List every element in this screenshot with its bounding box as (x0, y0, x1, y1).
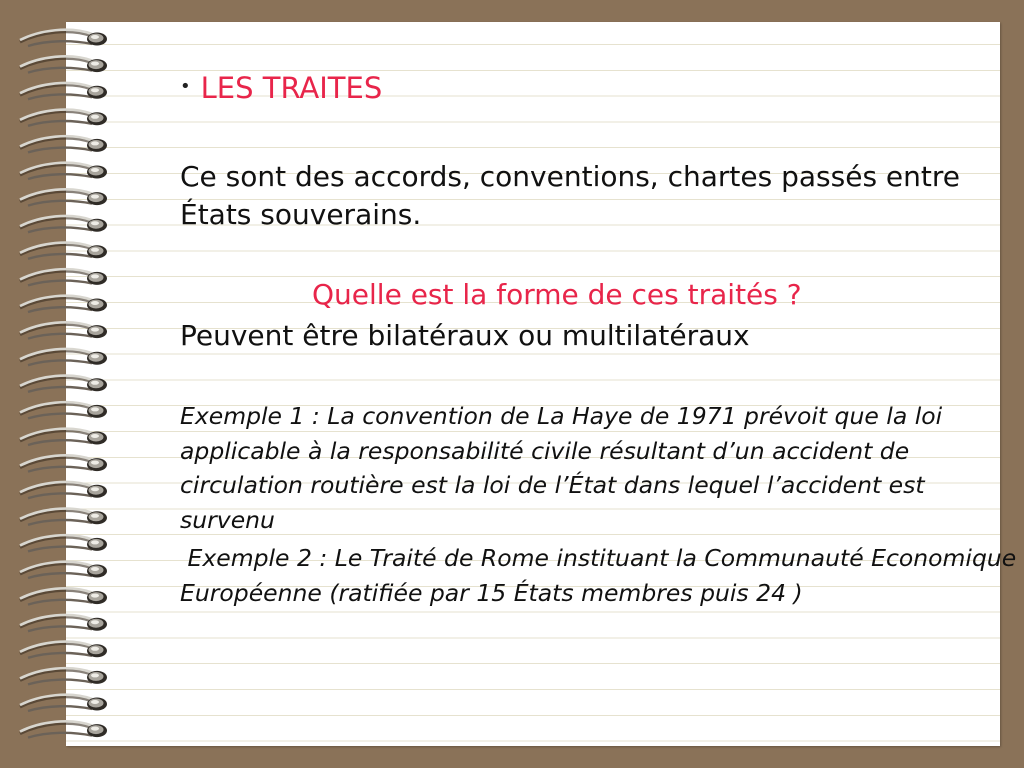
spiral-ring (20, 243, 107, 259)
example-2-text: Exemple 2 : Le Traité de Rome instituant la Communauté Economique Européenne (ratifiée par 15 États membres puis 24 ) (180, 544, 1024, 607)
spiral-ring (20, 56, 107, 72)
example-1-text: Exemple 1 : La convention de La Haye de 1971 prévoit que la loi applicable à la responsabilité civile résultant d’un accident de circulation routière est la loi de l’État dans lequel l’accident est survenu (180, 402, 950, 534)
spiral-ring (20, 296, 107, 312)
spiral-ring (20, 455, 107, 471)
spiral-ring (20, 30, 107, 46)
spiral-ring (20, 349, 107, 365)
bullet-icon: • (180, 76, 191, 97)
spiral-ring (20, 429, 107, 445)
spiral-binding-icon (0, 22, 132, 746)
spiral-ring (20, 110, 107, 126)
spiral-ring (20, 376, 107, 392)
spiral-ring (20, 163, 107, 179)
spiral-ring (20, 136, 107, 152)
spiral-ring (20, 269, 107, 285)
spiral-ring (20, 509, 107, 525)
spiral-ring (20, 668, 107, 684)
spiral-ring (20, 535, 107, 551)
spiral-ring (20, 482, 107, 498)
spiral-ring (20, 322, 107, 338)
spiral-ring (20, 615, 107, 631)
slide-title (180, 71, 383, 105)
spiral-ring (20, 721, 107, 737)
spiral-ring (20, 189, 107, 205)
spiral-ring (20, 402, 107, 418)
spiral-ring (20, 216, 107, 232)
spiral-ring (20, 83, 107, 99)
spiral-ring (20, 588, 107, 604)
slide-title-text: LES TRAITES (200, 71, 383, 105)
question-text: Quelle est la forme de ces traités ? (312, 278, 802, 311)
spiral-ring (20, 642, 107, 658)
definition-text: Ce sont des accords, conventions, chartes passés entre États souverains. (180, 160, 969, 231)
spiral-ring (20, 695, 107, 711)
answer-text: Peuvent être bilatéraux ou multilatéraux (180, 319, 750, 352)
spiral-ring (20, 562, 107, 578)
notebook-page (66, 22, 1000, 746)
